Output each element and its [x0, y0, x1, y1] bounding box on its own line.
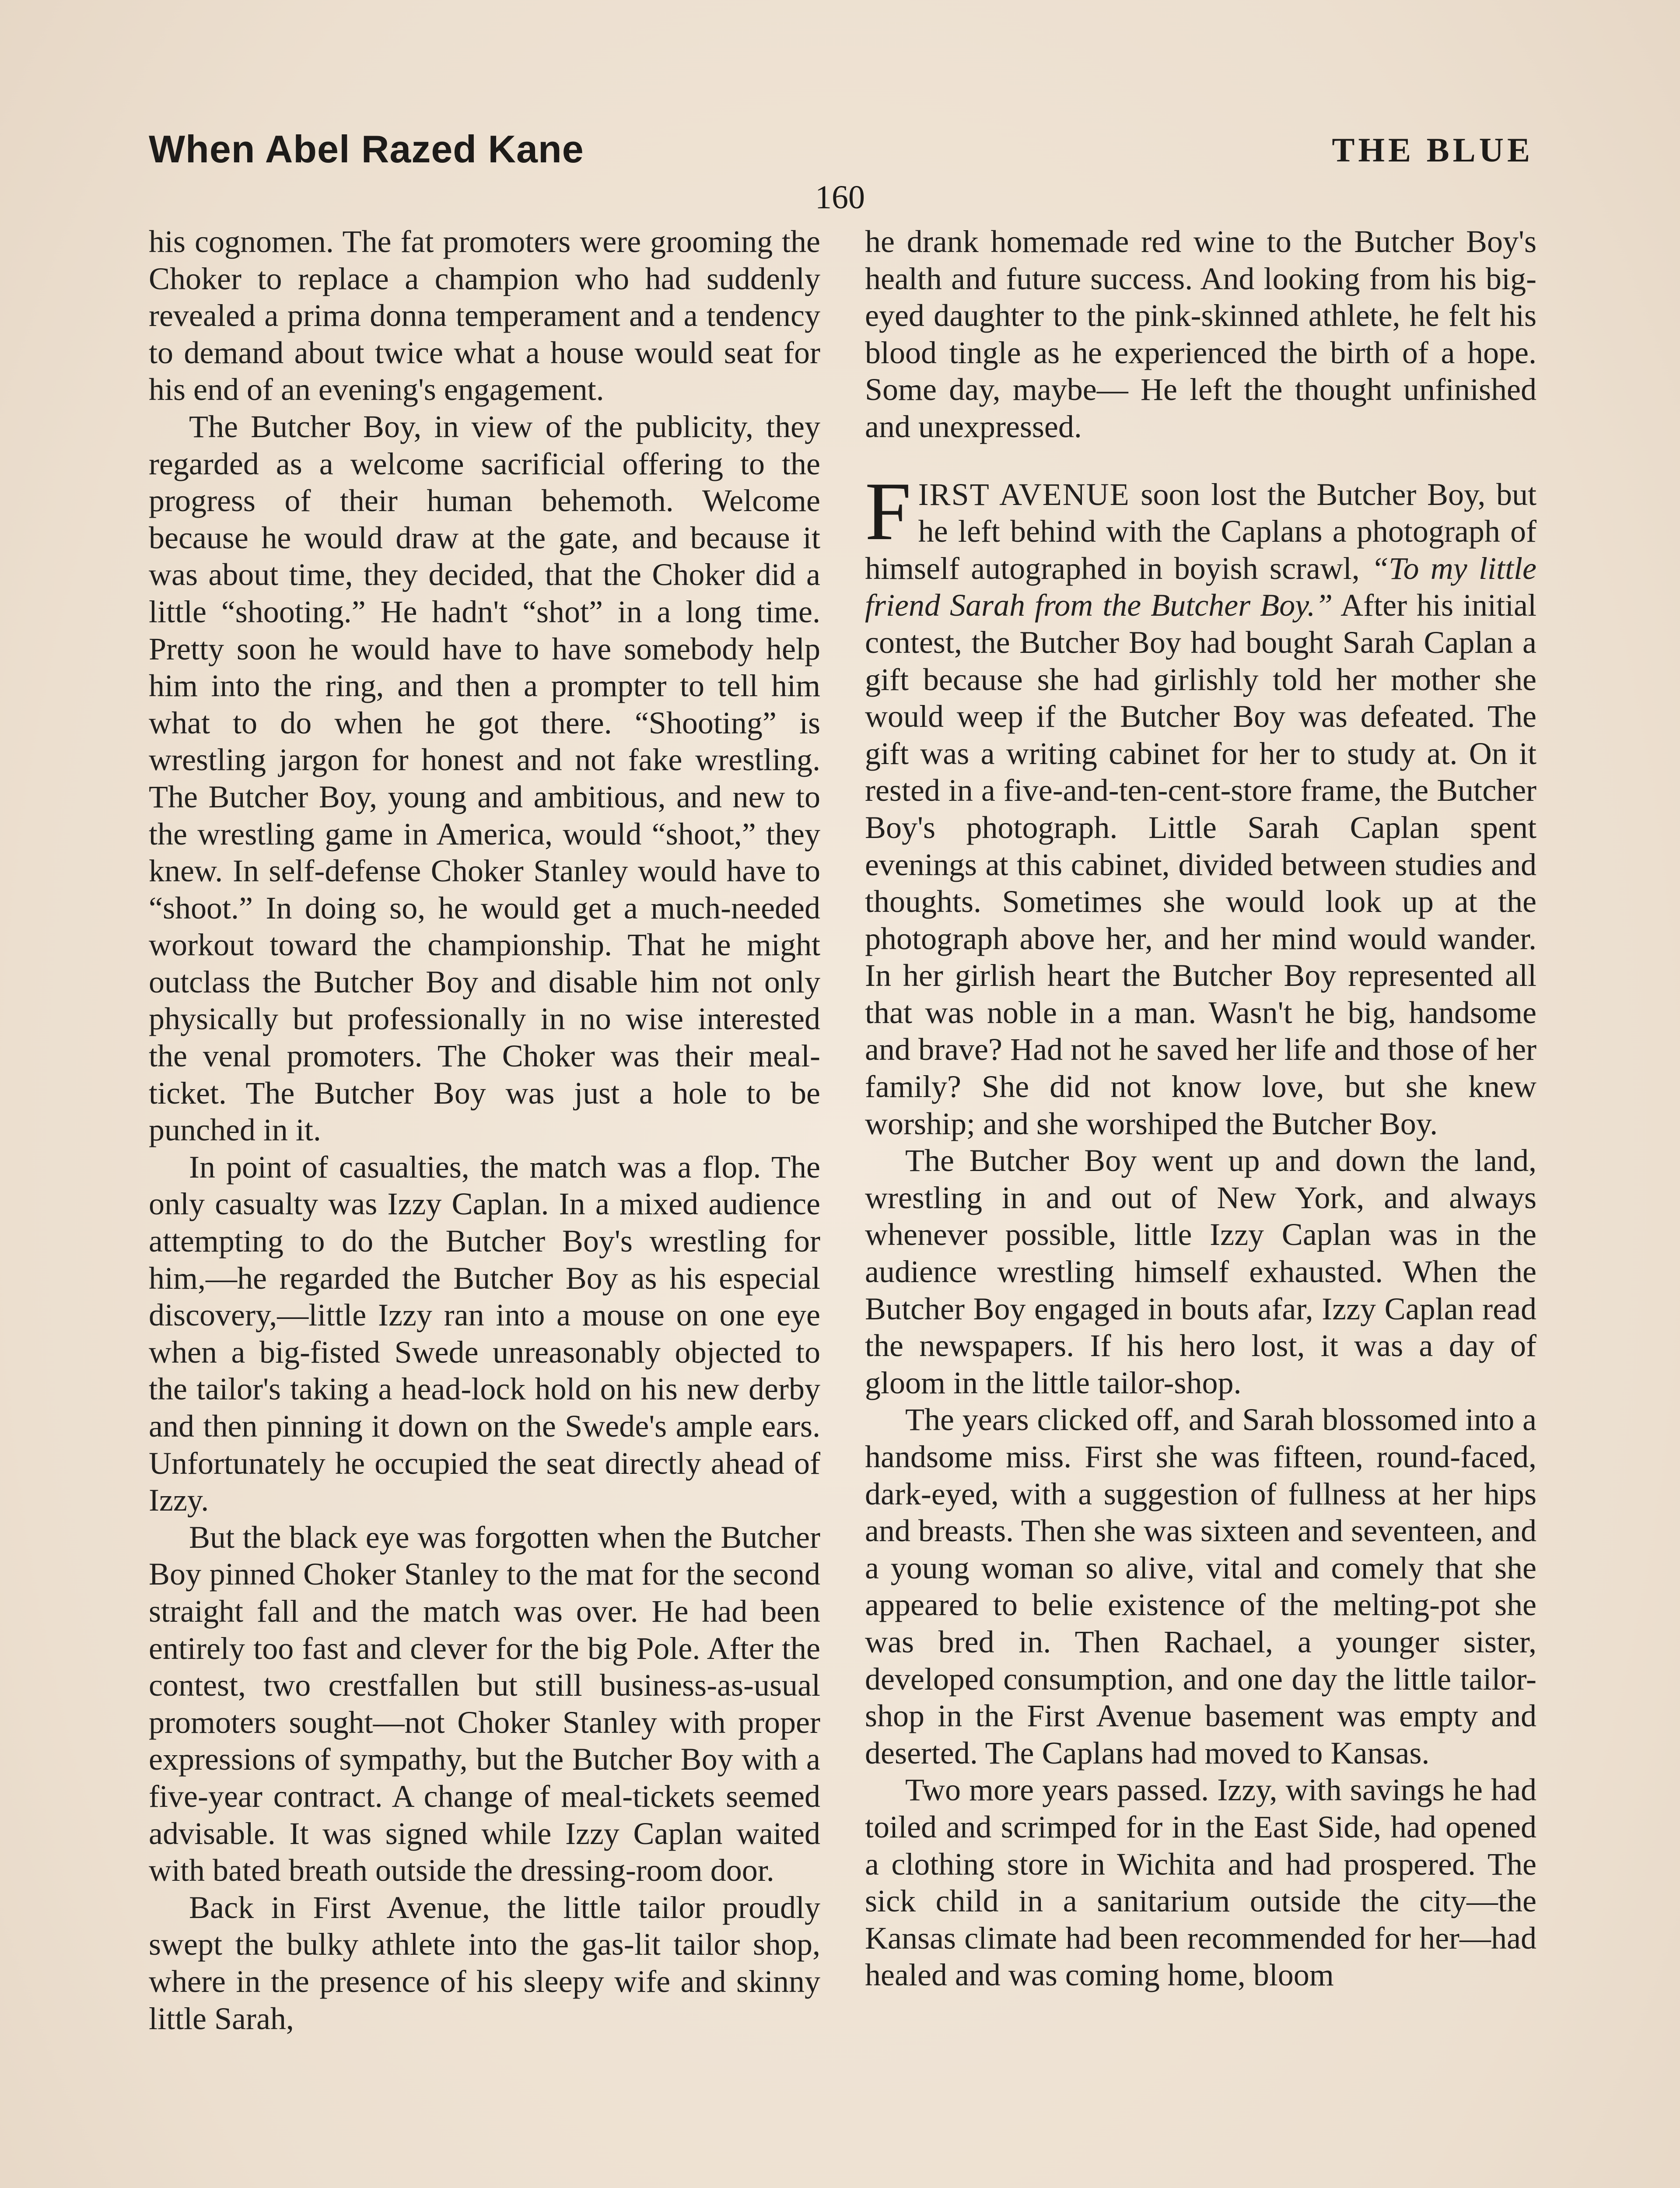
text-run: soon lost the Butcher Boy, but he left behind with the Caplans a photograph of himself autographed in boyish scrawl, — [865, 477, 1536, 586]
photo-inscription: “To my little friend Sarah from the Butcher Boy.” — [865, 551, 1536, 623]
page-number: 160 — [815, 179, 865, 216]
text-run: After his initial contest, the Butcher Boy had bought Sarah Caplan a gift because she had girlishly told her mother she would weep if the Butcher Boy was defeated. The gift was a writing cabinet for her to study at. On it rested in a five-and-ten-cent-store frame, the Butcher Boy's photograph. Little Sarah Caplan spent evenings at this cabinet, divided between studies and thoughts. Sometimes she would look up at the photograph above her, and her mind would wander. In her girlish heart the Butcher Boy represented all that was noble in a man. Wasn't he big, handsome and brave? Had not he saved her life and those of her family? She did not know love, but she knew worship; and she worshiped the Butcher Boy. — [865, 588, 1536, 1141]
section-opening-paragraph — [865, 465, 1536, 1143]
paragraph: his cognomen. The fat promoters were grooming the Choker to replace a champion who had suddenly revealed a prima donna temperament and a tendency to demand about twice what a house would seat for his end of an evening's engagement. — [149, 224, 820, 407]
drop-cap: F — [865, 465, 911, 558]
paragraph: Back in First Avenue, the little tailor proudly swept the bulky athlete into the gas-lit tailor shop, where in the presence of his sleepy wife and skinny little Sarah, — [149, 1890, 820, 2036]
paragraph: The Butcher Boy, in view of the publicity, they regarded as a welcome sacrificial offering to the progress of their human behemoth. Welcome because he would draw at the gate, and because it was about time, they decided, that the Choker did a little “shooting.” He hadn't “shot” in a long time. Pretty soon he would have to have somebody help him into the ring, and then a prompter to tell him what to do when he got there. “Shooting” is wrestling jargon for honest and not fake wrestling. The Butcher Boy, young and ambitious, and new to the wrestling game in America, would “shoot,” they knew. In self-defense Choker Stanley would have to “shoot.” In doing so, he would get a much-needed workout toward the championship. That he might outclass the Butcher Boy and disable him not only physically but professionally in no wise interested the venal promoters. The Choker was their meal-ticket. The Butcher Boy was just a hole to be punched in it. — [149, 409, 820, 1148]
paragraph: Two more years passed. Izzy, with savings he had toiled and scrimped for in the East Side, had opened a clothing store in Wichita and had prospered. The sick child in a sanitarium outside the city—the Kansas climate had been recommended for her—had healed and was coming home, bloom — [865, 1772, 1536, 1993]
magazine-title: THE BLUE — [1332, 131, 1533, 169]
story-title: When Abel Razed Kane — [149, 127, 584, 171]
section-lead-in: IRST AVENUE — [918, 477, 1130, 512]
right-column — [865, 223, 1536, 2188]
paragraph: he drank homemade red wine to the Butcher Boy's health and future success. And looking from his big-eyed daughter to the pink-skinned athlete, he felt his blood tingle as he experienced the birth of a hope. Some day, maybe— He left the thought unfinished and unexpressed. — [865, 224, 1536, 444]
left-column — [149, 223, 820, 2188]
paragraph: In point of casualties, the match was a flop. The only casualty was Izzy Caplan. In a mixed audience attempting to do the Butcher Boy's wrestling for him,—he regarded the Butcher Boy as his especial discovery,—little Izzy ran into a mouse on one eye when a big-fisted Swede unreasonably objected to the tailor's taking a head-lock hold on his new derby and then pinning it down on the Swede's ample ears. Unfortunately he occupied the seat directly ahead of Izzy. — [149, 1149, 820, 1518]
paragraph: The Butcher Boy went up and down the land, wrestling in and out of New York, and always whenever possible, little Izzy Caplan was in the audience wrestling himself exhausted. When the Butcher Boy engaged in bouts afar, Izzy Caplan read the newspapers. If his hero lost, it was a day of gloom in the little tailor-shop. — [865, 1143, 1536, 1400]
paragraph: But the black eye was forgotten when the Butcher Boy pinned Choker Stanley to the mat for the second straight fall and the match was over. He had been entirely too fast and clever for the big Pole. After the contest, two crestfallen but still business-as-usual promoters sought—not Choker Stanley with proper expressions of sympathy, but the Butcher Boy with a five-year contract. A change of meal-tickets seemed advisable. It was signed while Izzy Caplan waited with bated breath outside the dressing-room door. — [149, 1519, 820, 1888]
paragraph: The years clicked off, and Sarah blossomed into a handsome miss. First she was fifteen, round-faced, dark-eyed, with a suggestion of fullness at her hips and breasts. Then she was sixteen and seventeen, and a young woman so alive, vital and comely that she appeared to belie existence of the melting-pot she was bred in. Then Rachael, a younger sister, developed consumption, and one day the little tailor-shop in the First Avenue basement was empty and deserted. The Caplans had moved to Kansas. — [865, 1402, 1536, 1771]
running-head — [149, 127, 1533, 179]
